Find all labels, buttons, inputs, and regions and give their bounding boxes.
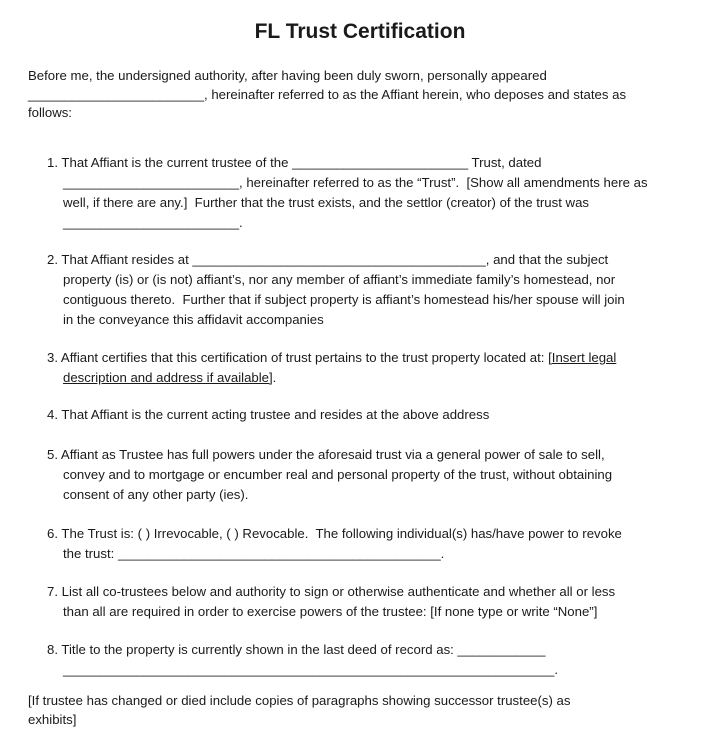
legal-description-placeholder: [Insert legal bbox=[548, 350, 617, 365]
clause-1-line-1: 1. That Affiant is the current trustee of the ________________________ Trust, dated bbox=[47, 155, 542, 170]
clause-3-period: . bbox=[272, 370, 277, 385]
intro-line-1: Before me, the undersigned authority, after having been duly sworn, personally appeared bbox=[28, 68, 547, 83]
clause-6-line-2: the trust: ____________________________________________. bbox=[63, 546, 445, 561]
clause-8-line-2: ___________________________________________________________________. bbox=[63, 662, 559, 677]
clause-3-text: 3. Affiant certifies that this certification of trust pertains to the trust property located at: bbox=[47, 350, 549, 365]
clause-6-line-1: 6. The Trust is: ( ) Irrevocable, ( ) Revocable. The following individual(s) has/have power to revoke bbox=[47, 526, 622, 541]
clause-2-line-1: 2. That Affiant resides at ________________________________________, and that the subject bbox=[47, 252, 609, 267]
clause-4-line-1: 4. That Affiant is the current acting trustee and resides at the above address bbox=[47, 407, 490, 422]
clause-2-line-3: contiguous thereto. Further that if subject property is affiant’s homestead his/her spouse will join bbox=[63, 292, 625, 307]
clause-7-line-1: 7. List all co-trustees below and authority to sign or otherwise authenticate and whether all or less bbox=[47, 584, 616, 599]
clause-1-line-2: ________________________, hereinafter referred to as the “Trust”. [Show all amendments here as bbox=[63, 175, 648, 190]
clause-2-line-4: in the conveyance this affidavit accompanies bbox=[63, 312, 324, 327]
footer-note-line-2: exhibits] bbox=[28, 712, 77, 727]
footer-note-line-1: [If trustee has changed or died include copies of paragraphs showing successor trustee(s) as bbox=[28, 693, 571, 708]
intro-line-2: ________________________, hereinafter referred to as the Affiant herein, who deposes and states as bbox=[28, 87, 627, 102]
clause-1-line-3: well, if there are any.] Further that the trust exists, and the settlor (creator) of the trust was bbox=[63, 195, 590, 210]
address-placeholder: description and address if available] bbox=[63, 370, 273, 385]
clause-5-line-1: 5. Affiant as Trustee has full powers under the aforesaid trust via a general power of sale to sell, bbox=[47, 447, 605, 462]
clause-5-line-3: consent of any other party (ies). bbox=[63, 487, 249, 502]
clause-3-line-1 bbox=[47, 349, 616, 367]
document-title: FL Trust Certification bbox=[254, 20, 466, 43]
clause-1-line-4: ________________________. bbox=[63, 215, 243, 230]
intro-line-3: follows: bbox=[28, 105, 72, 120]
clause-3-line-2 bbox=[63, 369, 276, 387]
clause-7-line-2: than all are required in order to exercise powers of the trustee: [If none type or write “None”] bbox=[63, 604, 598, 619]
clause-2-line-2: property (is) or (is not) affiant’s, nor any member of affiant’s immediate family’s homestead, nor bbox=[63, 272, 616, 287]
clause-8-line-1: 8. Title to the property is currently shown in the last deed of record as: ____________ bbox=[47, 642, 546, 657]
clause-5-line-2: convey and to mortgage or encumber real and personal property of the trust, without obtaining bbox=[63, 467, 613, 482]
